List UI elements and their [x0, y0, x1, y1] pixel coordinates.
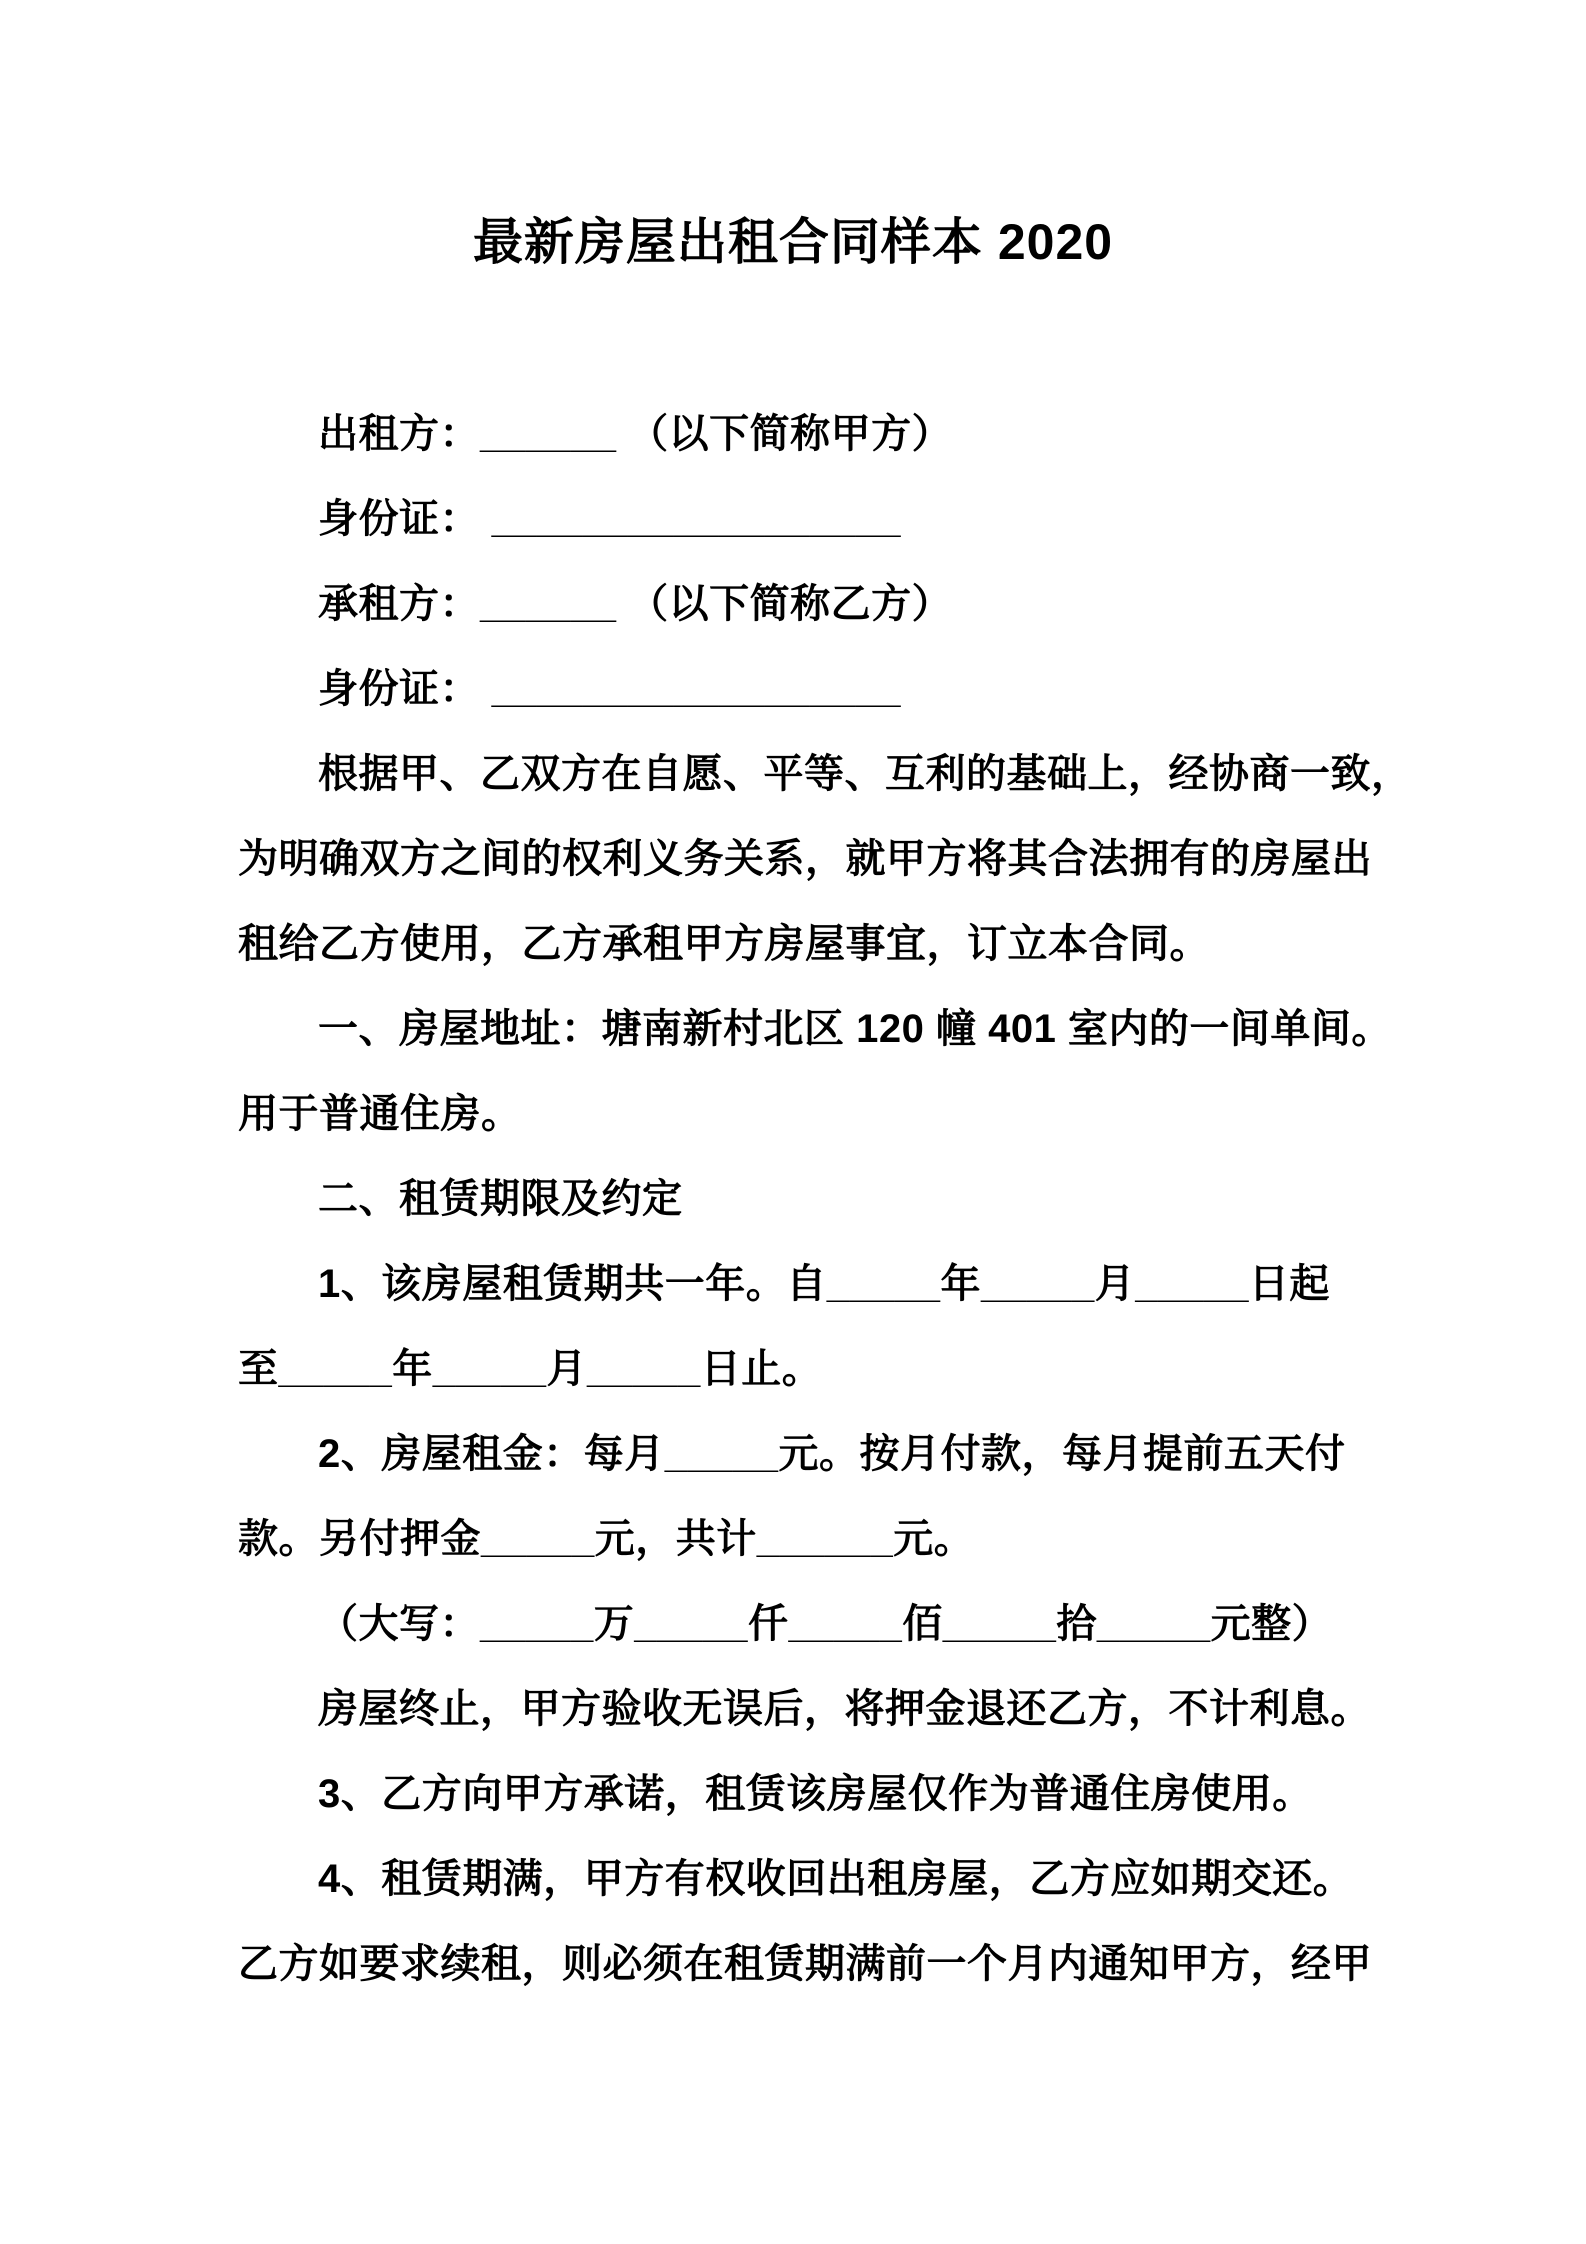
- contract-line: 二、租赁期限及约定: [318, 1177, 683, 1221]
- contract-line: 款。另付押金_____元，共计______元。: [238, 1517, 975, 1561]
- document-body: [238, 392, 1448, 2007]
- contract-line: 出租方：______ （以下简称甲方）: [318, 412, 953, 456]
- contract-line: 用于普通住房。: [238, 1092, 522, 1136]
- contract-line: 根据甲、乙双方在自愿、平等、互利的基础上，经协商一致，: [318, 752, 1412, 796]
- contract-line: 承租方：______ （以下简称乙方）: [318, 582, 953, 626]
- contract-line: （大写：_____万_____仟_____佰_____拾_____元整）: [318, 1602, 1333, 1646]
- document-title: 最新房屋出租合同样本 2020: [472, 214, 1114, 270]
- contract-line: 一、房屋地址：塘南新村北区 120 幢 401 室内的一间单间。: [318, 1007, 1392, 1051]
- contract-line: 2、房屋租金：每月_____元。按月付款，每月提前五天付: [318, 1432, 1346, 1476]
- contract-line: 房屋终止，甲方验收无误后，将押金退还乙方，不计利息。: [318, 1687, 1371, 1731]
- contract-line: 身份证： __________________: [318, 667, 902, 711]
- contract-line: 乙方如要求续租，则必须在租赁期满前一个月内通知甲方，经甲: [238, 1942, 1372, 1986]
- contract-line: 1、该房屋租赁期共一年。自_____年_____月_____日起: [318, 1262, 1330, 1306]
- contract-line: 至_____年_____月_____日止。: [238, 1347, 823, 1391]
- contract-line: 3、乙方向甲方承诺，租赁该房屋仅作为普通住房使用。: [318, 1772, 1313, 1816]
- contract-line: 身份证： __________________: [318, 497, 902, 541]
- contract-line: 4、租赁期满，甲方有权收回出租房屋，乙方应如期交还。: [318, 1857, 1354, 1901]
- contract-line: 为明确双方之间的权利义务关系，就甲方将其合法拥有的房屋出: [238, 837, 1372, 881]
- contract-line: 租给乙方使用，乙方承租甲方房屋事宜，订立本合同。: [238, 922, 1210, 966]
